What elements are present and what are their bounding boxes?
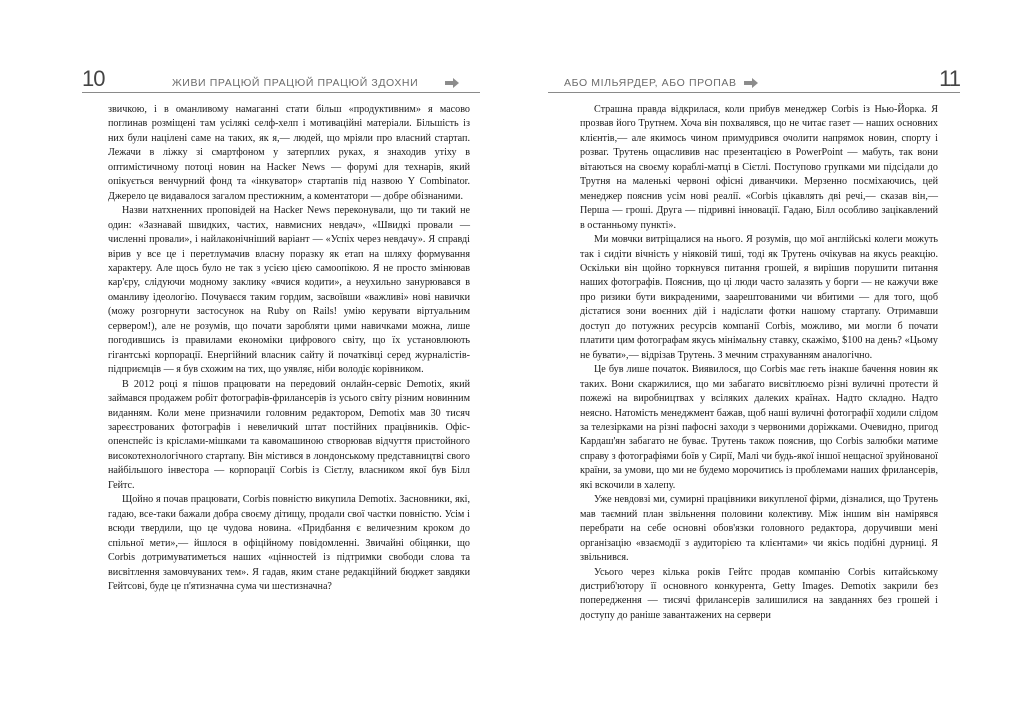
paragraph: Уже невдовзі ми, сумирні працівники викупленої фірми, дізналися, що Трутень мав таємний план звільнення половини колективу. Між іншим він намірявся перебрати на себе основні обов'язки головного редактора, доручивши мені організацію «взаємодії з аудиторією та клієнтами» чи якісь подібні дурниці. Я звільнився.	[580, 494, 938, 564]
right-body-text	[580, 103, 938, 623]
left-running-header	[82, 66, 480, 93]
paragraph: Страшна правда відкрилася, коли прибув менеджер Corbis із Нью-Йорка. Я прозвав його Трутнем. Хоча він похвалявся, що не читає газет — наших основних клієнтів,— але якимось чином примудрився очолити напрямок новин, спорту і розваг. Трутень ощасливив нас презентацією в PowerPoint — мабуть, так вони вітаються на своєму кораблі-матці в Сієтлі. Поступово групками ми підсідали до Трутня на маленькі червоні офісні диванчики. Мерзенно посміхаючись, цей менеджер пояснив усім нові реалії. «Corbis цікавлять дві речі,— сказав він,— Перша — гроші. Друга — підривні інновації. Гадаю, Білл особливо зацікавлений в останньому пункті».	[580, 104, 938, 231]
left-body-text	[108, 103, 470, 594]
arrow-right-icon	[445, 78, 459, 88]
paragraph: Це був лише початок. Виявилося, що Corbis має геть інакше бачення новин як таких. Вони скаржилися, що ми забагато висвітлюємо різні вуличні протести й пожежі на виробництвах у всіляких далеких країнах. Надто складно. Надто неясно. Натомість менеджмент бажав, щоб наші вуличні фотографії ходили слідом за телезірками на різні пафосні заходи з червоними доріжками. Очевидно, пригод Кардаш'ян забагато не буває. Трутень також пояснив, що Corbis залюбки матиме справу з фотографіями боїв у Сирії, Малі чи будь-якої іншої нещасної зруйнованої країни, за умови, що ми не будемо морочитись із проблемами наших фрилансерів, які вскочили в халепу.	[580, 364, 938, 491]
arrow-right-icon	[744, 78, 758, 88]
paragraph: Усього через кілька років Гейтс продав компанію Corbis китайському дистриб'ютору її основного конкурента, Getty Images. Demotix закрили без попередження — тисячі фрилансерів залишилися на завданнях без грошей і доступу до раніше завантажених на сервери	[580, 566, 938, 621]
right-page	[512, 0, 1024, 724]
right-running-title: АБО МІЛЬЯРДЕР, АБО ПРОПАВ	[564, 77, 737, 89]
paragraph: Назви натхненних проповідей на Hacker News переконували, що ти такий не один: «Зазнавай швидких, частих, навмисних невдач», «Швидкі провали — численні провали», і найлаконічніший варіант — «Успіх через невдачу». Я справді вірив у все це і перетлумачив власну поразку як етап на шляху формування характеру. Але щось було не так з усією цією самоопікою. Я не просто змінював кар'єру, слідуючи модному заклику «вчися кодити», а неухильно занурювався в оманливу ідеологію. Почуваєся таким гордим, засвоївши «важливі» нові навички (можу розгорнути застосунок на Ruby on Rails! умію керувати віртуальним сервером!), але не розумів, що почати заробляти цими навичками можна, лише погодившись із правилами економіки цифрового світу, що їх установлюють гігантські корпорації. Енергійний власник сайту й початківці серед журналістів-підприємців — я був схожим на тих, що уявляє, ніби володіє корівником.	[108, 205, 470, 376]
paragraph: Ми мовчки витріщалися на нього. Я розумів, що мої англійські колеги можуть так і сидіти вічність у ніяковій тиші, тоді як Трутень очікував на якусь реакцію. Оскільки він щойно торкнувся питання грошей, я вирішив порушити питання наших фотографів. Пояснив, що ці люди часто залазять у борги — не кажучи вже про ризики бути викраденими, заарештованими чи вбитими — для того, щоб дістатися зони воєнних дій і надіслати фотки нашому стартапу. Отримавши доступ до потужних ресурсів компанії Corbis, можливо, ми могли б почати платити цим фотографам якусь мінімальну ставку, скажімо, $100 на день? «Цьому не бувати»,— відрізав Трутень. З мечним страхуванням аналогічно.	[580, 234, 938, 361]
left-page-number: 10	[82, 66, 105, 91]
left-running-title: ЖИВИ ПРАЦЮЙ ПРАЦЮЙ ПРАЦЮЙ ЗДОХНИ	[172, 77, 419, 89]
paragraph: Щойно я почав працювати, Corbis повністю викупила Demotix. Засновники, які, гадаю, все-таки бажали добра своєму дітищу, продали свої частки повністю. Усім і всюди твердили, що це чудова новина. «Придбання є величезним кроком до спільної мети»,— йшлося в офіційному повідомленні. Звичайні обіцянки, що Corbis дотримуватиметься наших «цінностей із підтримки свободи слова та висвітлення замовчуваних тем». Я гадав, яким стане редакційний бюджет завдяки Гейтсові, буде це п'ятизначна сума чи шестизначна?	[108, 494, 470, 592]
right-running-header	[548, 66, 960, 93]
paragraph: звичкою, і в оманливому намаганні стати більш «продуктивним» я масово поглинав розміщені там усілякі селф-хелп і мотиваційні матеріали. Більшість із них були націлені саме на таких, як я,— людей, що мріяли про власний стартап. Лежачи в ліжку зі смартфоном у затерплих руках, я знаходив утіху в оптимістичному потоці новин на Hacker News — форумі для технарів, який опікується венчурний фонд та «інкуватор» стартапів під назвою Y Combinator. Джерело це видавалося загалом престижним, а коментатори — добре обізнаними.	[108, 104, 470, 202]
paragraph: В 2012 році я пішов працювати на передовий онлайн-сервіс Demotix, який займався продажем робіт фотографів-фрилансерів із усього світу різним новинним виданням. Коли мене призначили головним редактором, Demotix мав 30 тисяч зареєстрованих фотографів і невеличкий штат постійних працівників. Офіс-опенспейс із кріслами-мішками та кавомашиною створював відчуття пристойного високотехнологічного стартапу. Він містився в лондонському представництві свого найбільшого інвестора — корпорації Corbis із Сієтлу, власником якої був Білл Гейтс.	[108, 378, 470, 491]
right-page-number: 11	[939, 66, 960, 91]
